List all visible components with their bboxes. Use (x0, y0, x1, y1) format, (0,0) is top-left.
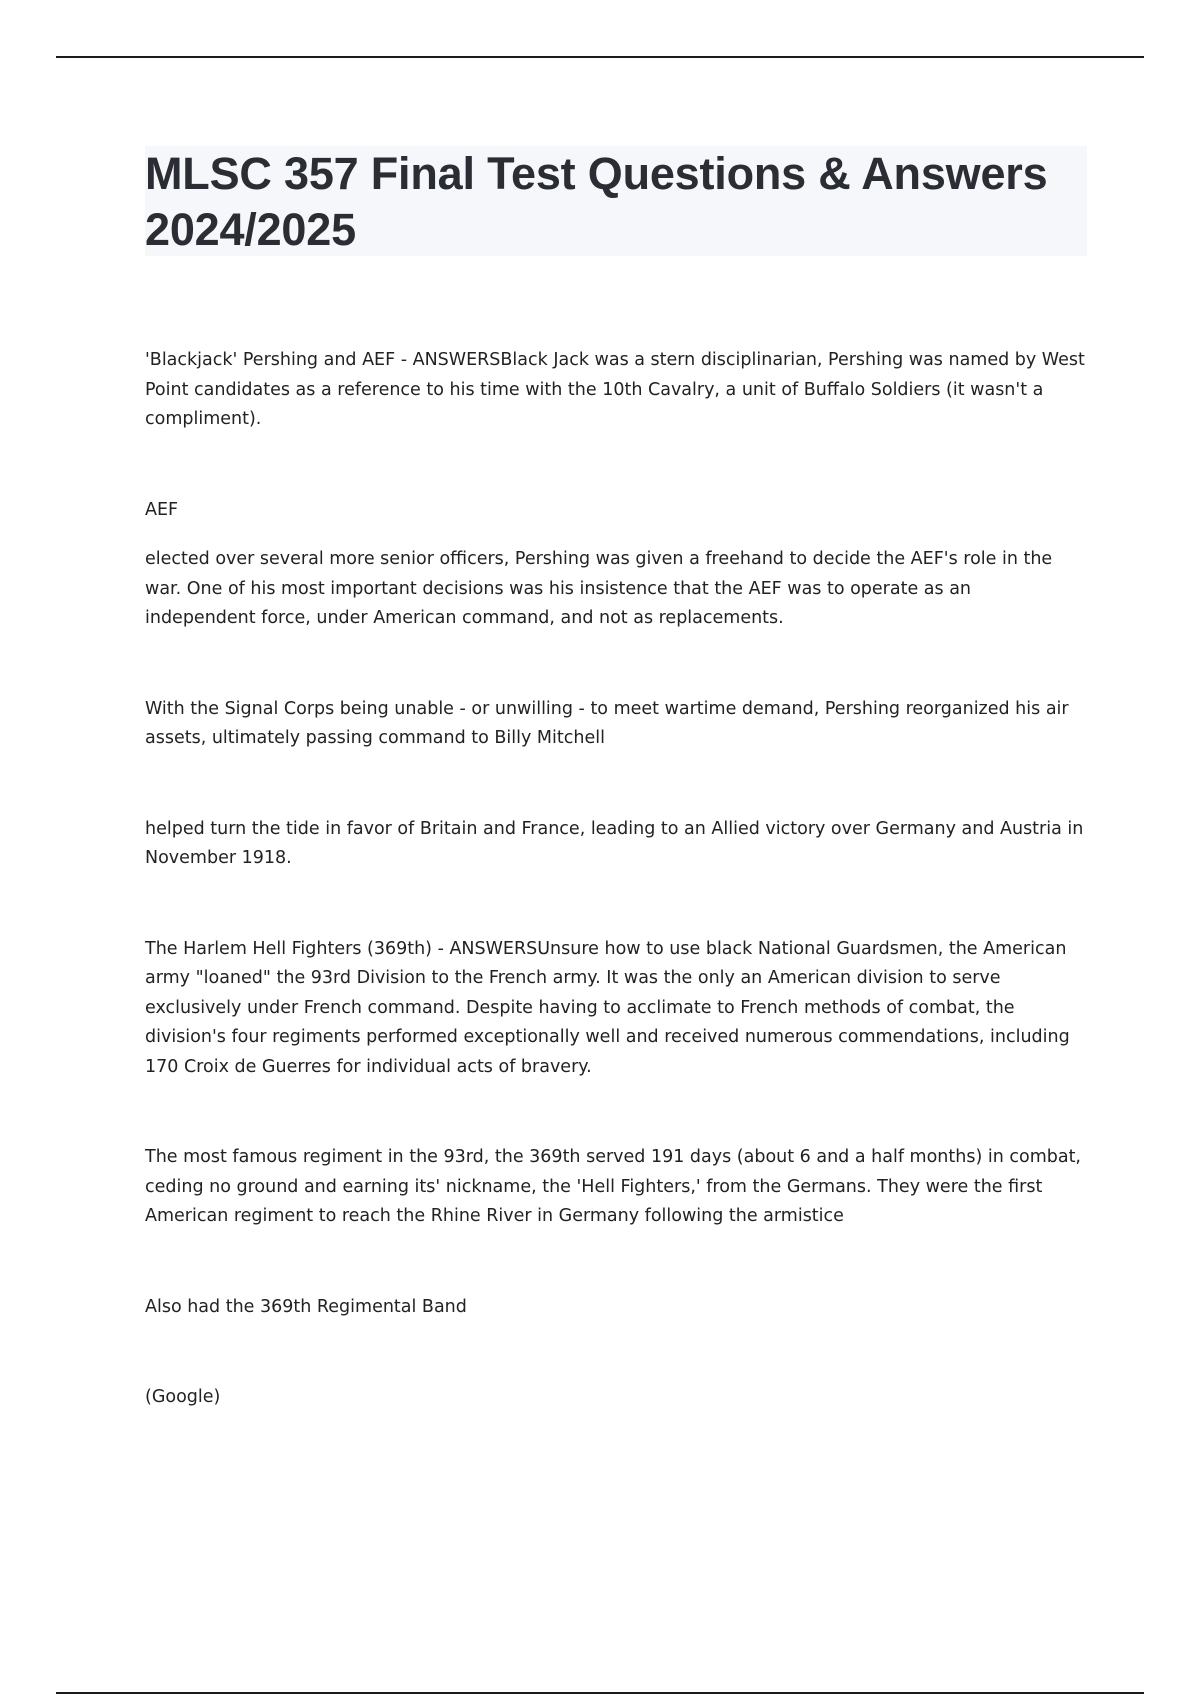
title-block (145, 146, 1087, 256)
top-divider (56, 56, 1144, 58)
document-body (145, 346, 1087, 1413)
paragraph-signal-corps: With the Signal Corps being unable - or unwilling - to meet wartime demand, Pershing reorganized his air assets, ultimately passing command to Billy Mitchell (145, 698, 1069, 748)
page-title: MLSC 357 Final Test Questions & Answers 2024/2025 (145, 148, 1048, 255)
paragraph-allied-victory: helped turn the tide in favor of Britain and France, leading to an Allied victory over Germany and Austria in November 1918. (145, 818, 1084, 868)
paragraph-aef-role: elected over several more senior officers, Pershing was given a freehand to decide the AEF's role in the war. One of his most important decisions was his insistence that the AEF was to operate as an independent force, under American command, and not as replacements. (145, 549, 1053, 628)
paragraph-regimental-band: Also had the 369th Regimental Band (145, 1296, 467, 1317)
paragraph-369th-regiment: The most famous regiment in the 93rd, the 369th served 191 days (about 6 and a half months) in combat, ceding no ground and earning its' nickname, the 'Hell Fighters,' from the Germans. They were the first American regiment to reach the Rhine River in Germany following the armistice (145, 1147, 1081, 1226)
bottom-divider (56, 1692, 1144, 1694)
paragraph-blackjack-pershing: 'Blackjack' Pershing and AEF - ANSWERSBlack Jack was a stern disciplinarian, Pershing was named by West Point candidates as a reference to his time with the 10th Cavalry, a unit of Buffalo Soldiers (it wasn't a compliment). (145, 350, 1085, 429)
paragraph-harlem-hell-fighters: The Harlem Hell Fighters (369th) - ANSWERSUnsure how to use black National Guardsmen, the American army "loaned" the 93rd Division to the French army. It was the only an American division to serve exclusively under French command. Despite having to acclimate to French methods of combat, the division's four regiments performed exceptionally well and received numerous commendations, including 170 Croix de Guerres for individual acts of bravery. (145, 938, 1070, 1077)
paragraph-aef-heading: AEF (145, 499, 179, 520)
paragraph-source: (Google) (145, 1387, 221, 1407)
